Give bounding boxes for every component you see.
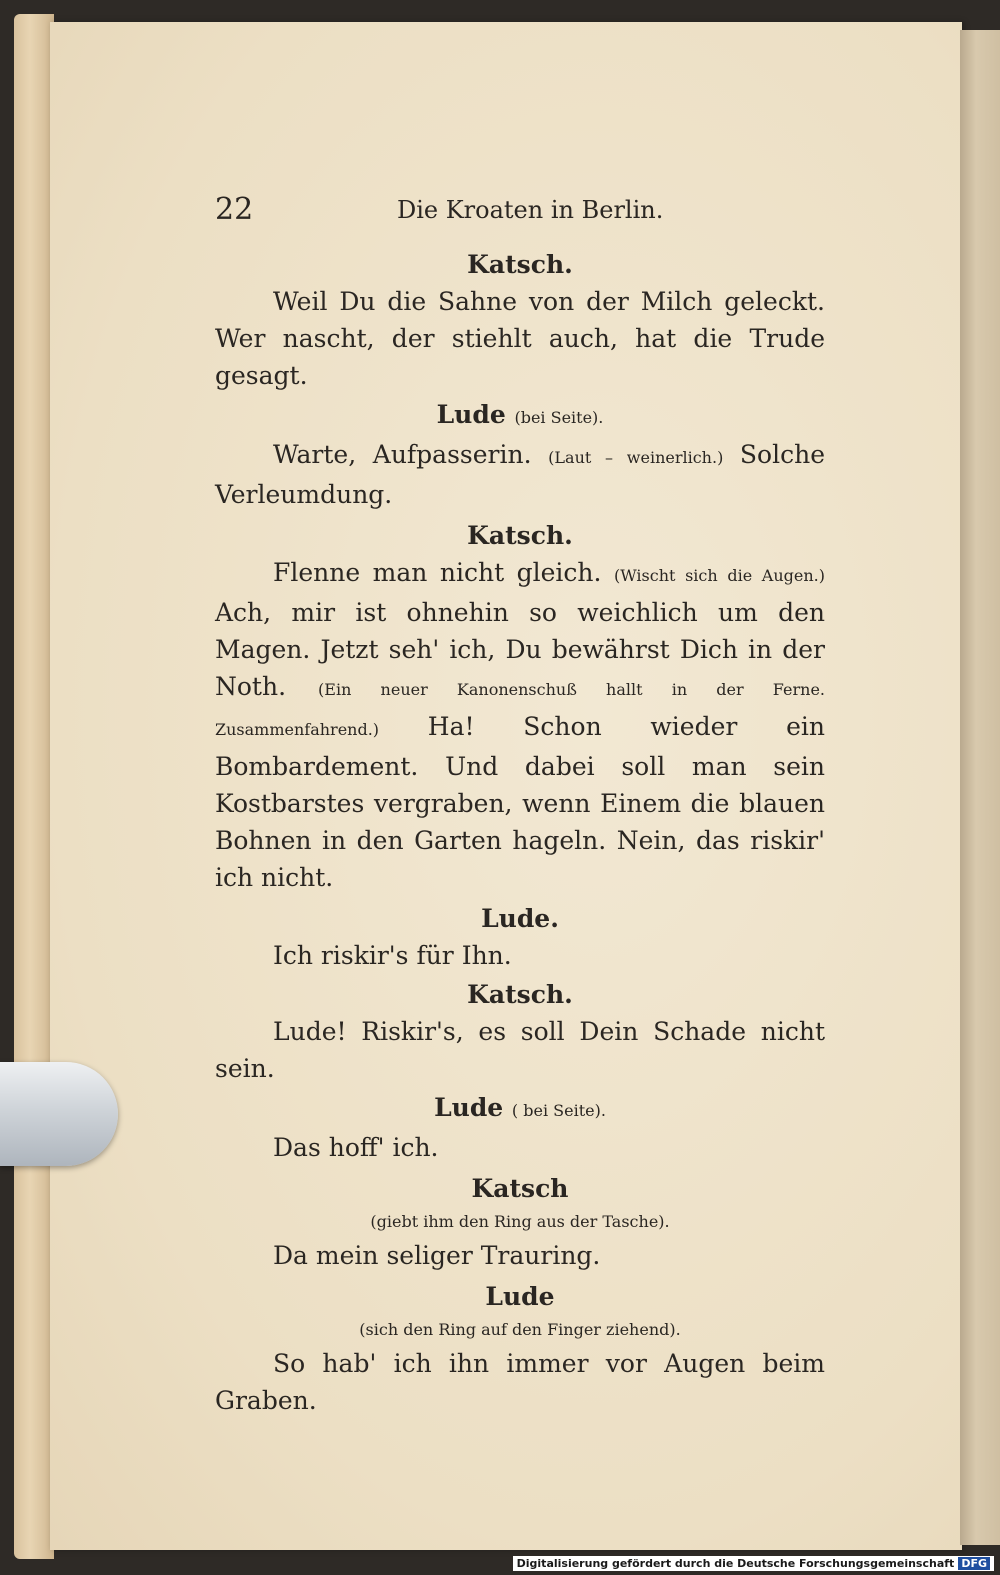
stage-direction: (sich den Ring auf den Finger ziehend). [359,1320,681,1339]
play-text [215,244,825,1419]
dialogue-line: Warte, Aufpasserin. (Laut – weinerlich.) Solche Verleumdung. [215,440,826,509]
dialogue-line: So hab' ich ihn immer vor Augen beim Graben. [215,1349,825,1415]
speaker-heading: Katsch. [467,980,573,1009]
dialogue-line: Flenne man nicht gleich. (Wischt sich die Augen.) Ach, mir ist ohnehin so weichlich um den Magen. Jetzt seh' ich, Du bewährst Dich in der Noth. (Ein neuer Kanonenschuß hallt in der Ferne. Zusammenfahrend.) Ha! Schon wieder ein Bombardement. Und dabei soll man sein Kostbarstes vergraben, wenn Einem die blauen Bohnen in den Garten hageln. Nein, das riskir' ich nicht. [215,558,826,892]
dialogue-line: Das hoff' ich. [273,1133,439,1162]
dialogue-line: Lude! Riskir's, es soll Dein Schade nicht sein. [215,1017,825,1083]
page-header [215,192,825,232]
speaker-heading: Lude. [481,904,559,933]
page-clip [0,1062,118,1166]
speaker-heading: Katsch. [467,250,573,279]
page-number: 22 [215,192,254,227]
speaker-heading: Lude (bei Seite). [436,400,604,429]
digitization-credit: Digitalisierung gefördert durch die Deutsche Forschungsgemeinschaft DFG [513,1556,994,1571]
running-title: Die Kroaten in Berlin. [397,196,664,224]
speaker-heading: Lude [485,1282,555,1311]
dialogue-line: Da mein seliger Trauring. [273,1241,601,1270]
facing-page-edge [960,30,1000,1545]
speaker-heading: Katsch [471,1174,569,1203]
stage-direction: (giebt ihm den Ring aus der Tasche). [370,1212,670,1231]
speaker-heading: Lude ( bei Seite). [434,1093,606,1122]
dfg-logo: DFG [958,1557,990,1570]
dialogue-line: Ich riskir's für Ihn. [273,941,512,970]
dialogue-line: Weil Du die Sahne von der Milch geleckt. Wer nascht, der stiehlt auch, hat die Trude gesagt. [215,287,825,390]
book-edge [14,14,54,1559]
speaker-heading: Katsch. [467,521,573,550]
